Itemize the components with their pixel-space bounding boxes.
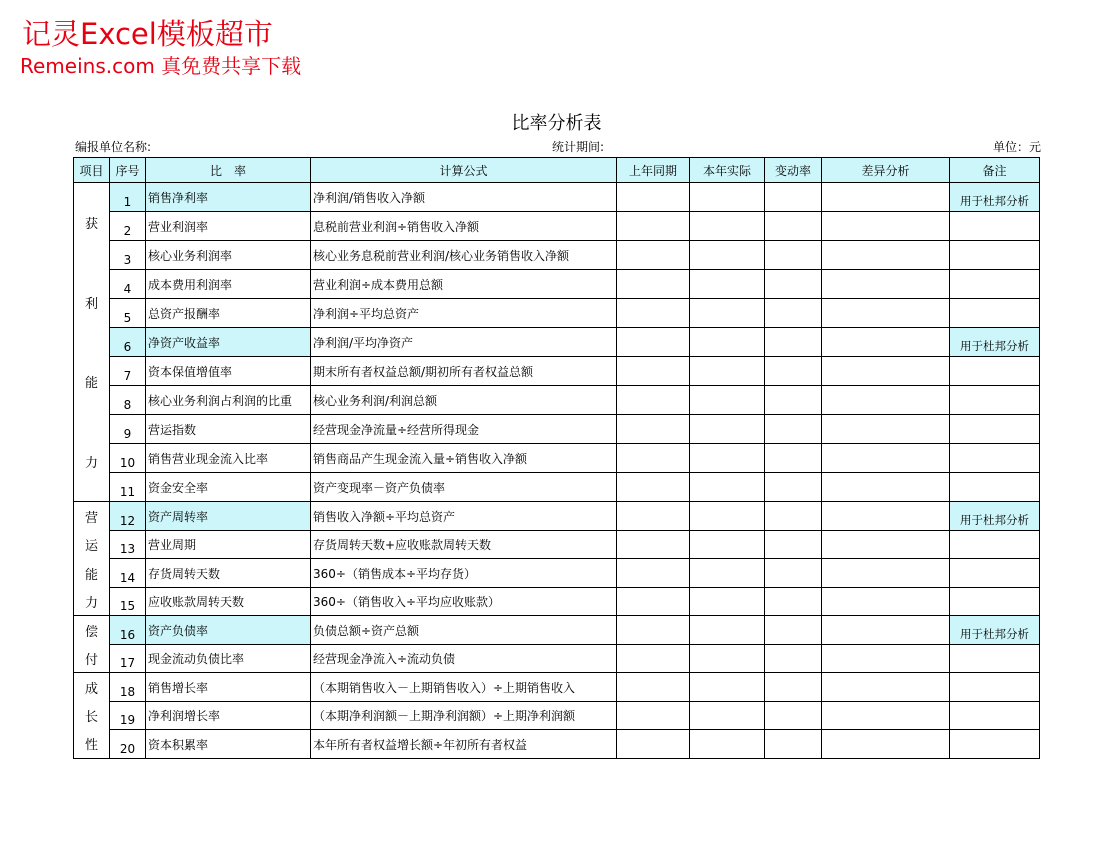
ratio-name: 资金安全率: [146, 473, 311, 502]
prev-period-cell[interactable]: [617, 559, 690, 588]
variance-analysis-cell[interactable]: [822, 328, 950, 357]
table-row: [74, 587, 1040, 616]
current-cell[interactable]: [690, 212, 765, 241]
ratio-name: 总资产报酬率: [146, 299, 311, 328]
table-row: [74, 673, 1040, 702]
col-header-formula: 计算公式: [311, 158, 617, 183]
current-cell[interactable]: [690, 241, 765, 270]
table-row: [74, 616, 1040, 645]
col-header-prev-period: 上年同期: [617, 158, 690, 183]
formula-cell: 核心业务息税前营业利润/核心业务销售收入净额: [311, 241, 617, 270]
prev-period-cell[interactable]: [617, 241, 690, 270]
ratio-name: 核心业务利润占利润的比重: [146, 386, 311, 415]
note-cell: [950, 386, 1040, 415]
period-label: 统计期间:: [552, 140, 605, 154]
variance-analysis-cell[interactable]: [822, 299, 950, 328]
formula-cell: 期末所有者权益总额/期初所有者权益总额: [311, 357, 617, 386]
variance-analysis-cell[interactable]: [822, 357, 950, 386]
formula-cell: 本年所有者权益增长额÷年初所有者权益: [311, 730, 617, 759]
watermark-brand: 记灵Excel模板超市: [22, 17, 273, 51]
variance-analysis-cell[interactable]: [822, 730, 950, 759]
table-body: [74, 183, 1040, 759]
col-header-change-rate: 变动率: [765, 158, 822, 183]
category-cell: [74, 502, 110, 616]
current-cell[interactable]: [690, 386, 765, 415]
ratio-name: 应收账款周转天数: [146, 587, 311, 616]
current-cell[interactable]: [690, 502, 765, 531]
variance-analysis-cell[interactable]: [822, 270, 950, 299]
prev-period-cell[interactable]: [617, 299, 690, 328]
change-rate-cell[interactable]: [765, 730, 822, 759]
table-row: [74, 386, 1040, 415]
table-row: [74, 444, 1040, 473]
prev-period-cell[interactable]: [617, 212, 690, 241]
ratio-name: 销售净利率: [146, 183, 311, 212]
note-cell: [950, 473, 1040, 502]
change-rate-cell[interactable]: [765, 587, 822, 616]
ratio-name: 成本费用利润率: [146, 270, 311, 299]
category-char: 性: [84, 738, 98, 754]
formula-cell: 营业利润÷成本费用总额: [311, 270, 617, 299]
prev-period-cell[interactable]: [617, 183, 690, 212]
table-row: [74, 241, 1040, 270]
row-number: 7: [110, 357, 146, 386]
change-rate-cell[interactable]: [765, 386, 822, 415]
col-header-note: 备注: [950, 158, 1040, 183]
prev-period-cell[interactable]: [617, 415, 690, 444]
col-header-current: 本年实际: [690, 158, 765, 183]
table-row: [74, 357, 1040, 386]
variance-analysis-cell[interactable]: [822, 502, 950, 531]
category-char: 能: [84, 567, 98, 583]
variance-analysis-cell[interactable]: [822, 473, 950, 502]
note-cell: 用于杜邦分析: [950, 183, 1040, 212]
variance-analysis-cell[interactable]: [822, 241, 950, 270]
variance-analysis-cell[interactable]: [822, 701, 950, 730]
table-row: [74, 559, 1040, 588]
row-number: 1: [110, 183, 146, 212]
formula-cell: 息税前营业利润÷销售收入净额: [311, 212, 617, 241]
table-row: [74, 730, 1040, 759]
current-cell[interactable]: [690, 270, 765, 299]
variance-analysis-cell[interactable]: [822, 183, 950, 212]
prev-period-cell[interactable]: [617, 644, 690, 673]
row-number: 2: [110, 212, 146, 241]
change-rate-cell[interactable]: [765, 473, 822, 502]
row-number: 17: [110, 644, 146, 673]
change-rate-cell[interactable]: [765, 328, 822, 357]
formula-cell: 360÷（销售成本÷平均存货）: [311, 559, 617, 588]
variance-analysis-cell[interactable]: [822, 616, 950, 645]
variance-analysis-cell[interactable]: [822, 559, 950, 588]
change-rate-cell[interactable]: [765, 241, 822, 270]
current-cell[interactable]: [690, 183, 765, 212]
change-rate-cell[interactable]: [765, 183, 822, 212]
current-cell[interactable]: [690, 616, 765, 645]
row-number: 8: [110, 386, 146, 415]
current-cell[interactable]: [690, 530, 765, 559]
formula-cell: 存货周转天数+应收账款周转天数: [311, 530, 617, 559]
ratio-name: 净利润增长率: [146, 701, 311, 730]
category-char: 成: [84, 682, 98, 698]
category-char: 偿: [84, 625, 98, 641]
change-rate-cell[interactable]: [765, 357, 822, 386]
row-number: 9: [110, 415, 146, 444]
prev-period-cell[interactable]: [617, 473, 690, 502]
note-cell: [950, 644, 1040, 673]
category-char: 营: [84, 510, 98, 526]
note-cell: [950, 673, 1040, 702]
formula-cell: 净利润÷平均总资产: [311, 299, 617, 328]
variance-analysis-cell[interactable]: [822, 530, 950, 559]
note-cell: [950, 212, 1040, 241]
formula-cell: 经营现金净流量÷经营所得现金: [311, 415, 617, 444]
change-rate-cell[interactable]: [765, 299, 822, 328]
change-rate-cell[interactable]: [765, 530, 822, 559]
ratio-name: 资产周转率: [146, 502, 311, 531]
col-header-category: 项目: [74, 158, 110, 183]
formula-cell: 净利润/平均净资产: [311, 328, 617, 357]
current-cell[interactable]: [690, 644, 765, 673]
category-cell: [74, 673, 110, 759]
formula-cell: 经营现金净流入÷流动负债: [311, 644, 617, 673]
current-cell[interactable]: [690, 473, 765, 502]
note-cell: 用于杜邦分析: [950, 502, 1040, 531]
change-rate-cell[interactable]: [765, 212, 822, 241]
table-row: [74, 328, 1040, 357]
variance-analysis-cell[interactable]: [822, 415, 950, 444]
table-header-row: [74, 158, 1040, 183]
category-cell: [74, 616, 110, 673]
currency-unit-label: 单位：元: [992, 140, 1041, 154]
current-cell[interactable]: [690, 415, 765, 444]
ratio-name: 销售增长率: [146, 673, 311, 702]
note-cell: [950, 730, 1040, 759]
change-rate-cell[interactable]: [765, 270, 822, 299]
row-number: 20: [110, 730, 146, 759]
ratio-name: 营业周期: [146, 530, 311, 559]
current-cell[interactable]: [690, 328, 765, 357]
formula-cell: 净利润/销售收入净额: [311, 183, 617, 212]
formula-cell: 资产变现率－资产负债率: [311, 473, 617, 502]
table-row: [74, 701, 1040, 730]
category-char: 付: [84, 652, 98, 668]
prev-period-cell[interactable]: [617, 270, 690, 299]
table-row: [74, 183, 1040, 212]
current-cell[interactable]: [690, 299, 765, 328]
change-rate-cell[interactable]: [765, 673, 822, 702]
note-cell: [950, 701, 1040, 730]
table-row: [74, 644, 1040, 673]
change-rate-cell[interactable]: [765, 502, 822, 531]
row-number: 15: [110, 587, 146, 616]
row-number: 14: [110, 559, 146, 588]
row-number: 13: [110, 530, 146, 559]
category-char: 能: [84, 376, 98, 392]
ratio-name: 现金流动负债比率: [146, 644, 311, 673]
formula-cell: （本期净利润额－上期净利润额）÷上期净利润额: [311, 701, 617, 730]
category-char: 长: [84, 710, 98, 726]
row-number: 3: [110, 241, 146, 270]
category-char: 运: [84, 539, 98, 555]
prev-period-cell[interactable]: [617, 587, 690, 616]
note-cell: 用于杜邦分析: [950, 616, 1040, 645]
col-header-ratio: 比 率: [146, 158, 311, 183]
col-header-no: 序号: [110, 158, 146, 183]
ratio-name: 存货周转天数: [146, 559, 311, 588]
prev-period-cell[interactable]: [617, 701, 690, 730]
change-rate-cell[interactable]: [765, 701, 822, 730]
prev-period-cell[interactable]: [617, 328, 690, 357]
category-char: 利: [84, 296, 98, 312]
formula-cell: 销售商品产生现金流入量÷销售收入净额: [311, 444, 617, 473]
current-cell[interactable]: [690, 730, 765, 759]
row-number: 16: [110, 616, 146, 645]
change-rate-cell[interactable]: [765, 644, 822, 673]
ratio-analysis-table: [73, 157, 1040, 759]
row-number: 10: [110, 444, 146, 473]
row-number: 19: [110, 701, 146, 730]
prev-period-cell[interactable]: [617, 673, 690, 702]
row-number: 6: [110, 328, 146, 357]
ratio-name: 核心业务利润率: [146, 241, 311, 270]
ratio-name: 资产负债率: [146, 616, 311, 645]
table-row: [74, 530, 1040, 559]
row-number: 5: [110, 299, 146, 328]
formula-cell: 核心业务利润/利润总额: [311, 386, 617, 415]
note-cell: [950, 357, 1040, 386]
table-row: [74, 415, 1040, 444]
prev-period-cell[interactable]: [617, 530, 690, 559]
note-cell: [950, 444, 1040, 473]
row-number: 4: [110, 270, 146, 299]
note-cell: [950, 241, 1040, 270]
col-header-variance-analysis: 差异分析: [822, 158, 950, 183]
current-cell[interactable]: [690, 444, 765, 473]
row-number: 18: [110, 673, 146, 702]
ratio-name: 营业利润率: [146, 212, 311, 241]
note-cell: [950, 559, 1040, 588]
note-cell: [950, 415, 1040, 444]
prev-period-cell[interactable]: [617, 502, 690, 531]
category-char: 获: [84, 217, 98, 233]
table-row: [74, 473, 1040, 502]
prev-period-cell[interactable]: [617, 386, 690, 415]
note-cell: 用于杜邦分析: [950, 328, 1040, 357]
category-cell: [74, 183, 110, 502]
prev-period-cell[interactable]: [617, 730, 690, 759]
note-cell: [950, 270, 1040, 299]
formula-cell: （本期销售收入－上期销售收入）÷上期销售收入: [311, 673, 617, 702]
row-number: 11: [110, 473, 146, 502]
current-cell[interactable]: [690, 673, 765, 702]
formula-cell: 销售收入净额÷平均总资产: [311, 502, 617, 531]
ratio-name: 销售营业现金流入比率: [146, 444, 311, 473]
change-rate-cell[interactable]: [765, 415, 822, 444]
table-row: [74, 299, 1040, 328]
current-cell[interactable]: [690, 559, 765, 588]
variance-analysis-cell[interactable]: [822, 386, 950, 415]
category-char: 力: [84, 595, 98, 611]
category-char: 力: [84, 455, 98, 471]
note-cell: [950, 530, 1040, 559]
unit-name-label: 编报单位名称:: [75, 140, 152, 154]
table-row: [74, 212, 1040, 241]
ratio-name: 资本积累率: [146, 730, 311, 759]
ratio-name: 营运指数: [146, 415, 311, 444]
table-row: [74, 502, 1040, 531]
variance-analysis-cell[interactable]: [822, 673, 950, 702]
watermark-url: Remeins.com 真免费共享下载: [20, 54, 302, 78]
change-rate-cell[interactable]: [765, 616, 822, 645]
prev-period-cell[interactable]: [617, 616, 690, 645]
row-number: 12: [110, 502, 146, 531]
variance-analysis-cell[interactable]: [822, 444, 950, 473]
current-cell[interactable]: [690, 587, 765, 616]
formula-cell: 负债总额÷资产总额: [311, 616, 617, 645]
ratio-name: 净资产收益率: [146, 328, 311, 357]
note-cell: [950, 587, 1040, 616]
formula-cell: 360÷（销售收入÷平均应收账款）: [311, 587, 617, 616]
prev-period-cell[interactable]: [617, 444, 690, 473]
ratio-name: 资本保值增值率: [146, 357, 311, 386]
variance-analysis-cell[interactable]: [822, 644, 950, 673]
table-row: [74, 270, 1040, 299]
variance-analysis-cell[interactable]: [822, 212, 950, 241]
page-title: 比率分析表: [511, 113, 602, 134]
current-cell[interactable]: [690, 701, 765, 730]
change-rate-cell[interactable]: [765, 559, 822, 588]
note-cell: [950, 299, 1040, 328]
prev-period-cell[interactable]: [617, 357, 690, 386]
variance-analysis-cell[interactable]: [822, 587, 950, 616]
change-rate-cell[interactable]: [765, 444, 822, 473]
current-cell[interactable]: [690, 357, 765, 386]
